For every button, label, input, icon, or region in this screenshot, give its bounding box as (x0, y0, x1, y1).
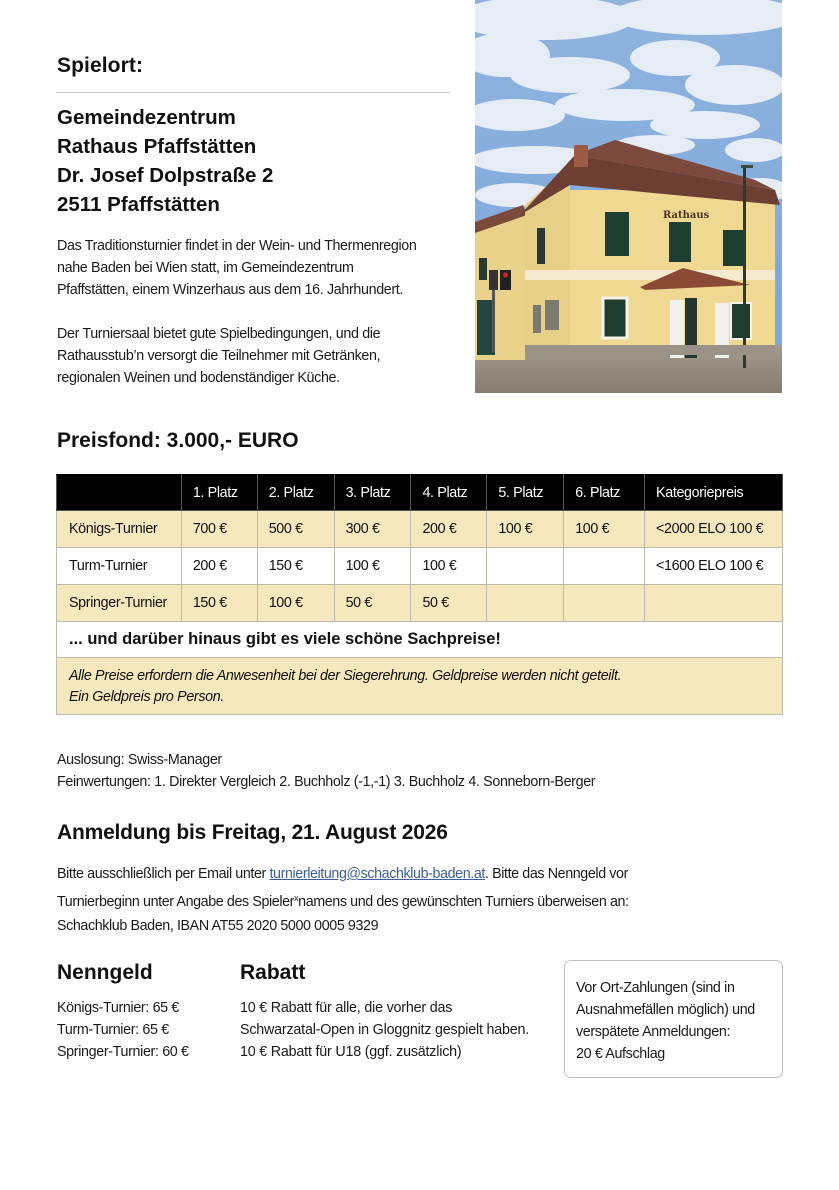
prize-cell: 200 € (411, 511, 487, 548)
text-line: nahe Baden bei Wien statt, im Gemeindezentrum (57, 260, 354, 276)
tiebreaks: Feinwertungen: 1. Direkter Vergleich 2. Buchholz (-1,-1) 3. Buchholz 4. Sonneborn-Berger (57, 774, 596, 790)
prize-cell: 100 € (411, 548, 487, 585)
surcharge-line: Vor Ort-Zahlungen (sind in (576, 980, 735, 996)
fee-item: Königs-Turnier: 65 € (57, 1000, 180, 1016)
entry-fee-list (57, 997, 189, 1063)
material-prizes-note: ... und darüber hinaus gibt es viele schöne Sachpreise! (57, 622, 783, 658)
text-segment: Bitte ausschließlich per Email unter (57, 866, 270, 882)
prize-cell (564, 548, 645, 585)
prize-cell: 150 € (257, 548, 334, 585)
gender-superscript: x (294, 893, 299, 903)
column-header: 3. Platz (334, 475, 411, 511)
surcharge-line: 20 € Aufschlag (576, 1046, 665, 1062)
condition-line: Alle Preise erfordern die Anwesenheit bei der Siegerehrung. Geldpreise werden nicht geteilt. (69, 668, 622, 684)
venue-address (57, 103, 273, 219)
table-row (57, 585, 783, 622)
discount-item: 10 € Rabatt für U18 (ggf. zusätzlich) (240, 1044, 462, 1060)
email-link[interactable]: turnierleitung@schachklub-baden.at (269, 866, 485, 882)
prize-cell: 300 € (334, 511, 411, 548)
column-header: Kategoriepreis (645, 475, 783, 511)
bank-details: Schachklub Baden, IBAN AT55 2020 5000 0005 9329 (57, 918, 379, 934)
prize-cell: 100 € (257, 585, 334, 622)
svg-text:Rathaus: Rathaus (663, 210, 710, 221)
table-row (57, 511, 783, 548)
column-header: 5. Platz (487, 475, 564, 511)
address-line: Rathaus Pfaffstätten (57, 135, 257, 158)
address-line: Gemeindezentrum (57, 106, 236, 129)
prize-cell: 200 € (181, 548, 257, 585)
discount-item: 10 € Rabatt für alle, die vorher das (240, 1000, 453, 1016)
text-line: Rathausstub’n versorgt die Teilnehmer mit Getränken, (57, 348, 381, 364)
fee-item: Springer-Turnier: 60 € (57, 1044, 189, 1060)
table-row-material-prizes (57, 622, 783, 658)
description-paragraph (57, 323, 416, 389)
text-line: Das Traditionsturnier findet in der Wein- und Thermenregion (57, 238, 417, 254)
venue-heading: Spielort: (57, 54, 144, 77)
prize-cell: 100 € (487, 511, 564, 548)
description-paragraph (57, 235, 416, 301)
discount-heading: Rabatt (240, 961, 306, 984)
table-header-row (57, 475, 783, 511)
text-segment: Turnierbeginn unter Angabe des Spieler (57, 894, 295, 910)
prize-cell: 700 € (181, 511, 257, 548)
text-segment: . Bitte das Nenngeld vor (484, 866, 628, 882)
text-segment: namens und des gewünschten Turniers überweisen an: (298, 894, 629, 910)
discount-item: Schwarzatal-Open in Gloggnitz gespielt haben. (240, 1022, 530, 1038)
category-prize-cell: <1600 ELO 100 € (645, 548, 783, 585)
registration-text (57, 862, 757, 938)
tournament-name: Königs-Turnier (57, 511, 182, 548)
prize-cell (487, 548, 564, 585)
registration-heading: Anmeldung bis Freitag, 21. August 2026 (57, 821, 448, 844)
category-prize-cell (645, 585, 783, 622)
prize-cell: 50 € (411, 585, 487, 622)
surcharge-box (564, 960, 783, 1078)
prize-fund-heading: Preisfond: 3.000,- EURO (57, 429, 299, 452)
category-prize-cell: <2000 ELO 100 € (645, 511, 783, 548)
discount-list (240, 997, 529, 1063)
venue-photo (475, 0, 782, 393)
prize-cell (487, 585, 564, 622)
column-header: 2. Platz (257, 475, 334, 511)
condition-line: Ein Geldpreis pro Person. (69, 689, 224, 705)
address-line: 2511 Pfaffstätten (57, 193, 220, 216)
tournament-name: Springer-Turnier (57, 585, 182, 622)
address-line: Dr. Josef Dolpstraße 2 (57, 164, 274, 187)
venue-divider (56, 92, 450, 93)
column-header: 1. Platz (181, 475, 257, 511)
text-line: regionalen Weinen und bodenständiger Küche. (57, 370, 340, 386)
column-header: 4. Platz (411, 475, 487, 511)
table-row (57, 548, 783, 585)
pairing-system: Auslosung: Swiss-Manager (57, 752, 222, 768)
text-line: Der Turniersaal bietet gute Spielbedingungen, und die (57, 326, 381, 342)
prize-cell: 100 € (564, 511, 645, 548)
prize-cell (564, 585, 645, 622)
surcharge-line: Ausnahmefällen möglich) und (576, 1002, 755, 1018)
fee-item: Turm-Turnier: 65 € (57, 1022, 169, 1038)
prize-cell: 100 € (334, 548, 411, 585)
tournament-name: Turm-Turnier (57, 548, 182, 585)
text-line: Pfaffstätten, einem Winzerhaus aus dem 16. Jahrhundert. (57, 282, 404, 298)
venue-description (57, 235, 416, 411)
prize-cell: 500 € (257, 511, 334, 548)
column-header: 6. Platz (564, 475, 645, 511)
tournament-info (57, 749, 595, 793)
surcharge-line: verspätete Anmeldungen: (576, 1024, 731, 1040)
entry-fee-heading: Nenngeld (57, 961, 153, 984)
prize-cell: 150 € (181, 585, 257, 622)
table-row-conditions (57, 658, 783, 715)
column-header (57, 475, 182, 511)
prize-conditions (57, 658, 783, 715)
prize-table (56, 474, 783, 715)
prize-cell: 50 € (334, 585, 411, 622)
